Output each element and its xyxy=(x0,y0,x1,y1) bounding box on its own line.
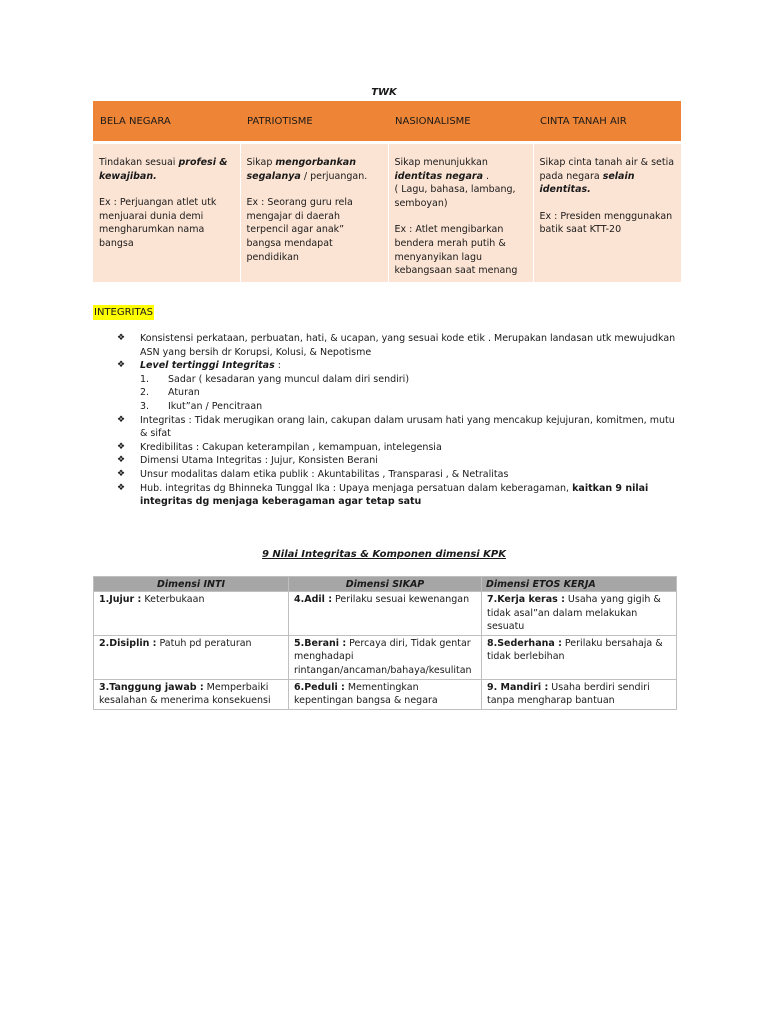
table-cell: 1.Jujur : Keterbukaan xyxy=(94,592,289,636)
table-cell: 5.Berani : Percaya diri, Tidak gentar menghadapi rintangan/ancaman/bahaya/kesulitan xyxy=(289,635,482,679)
twk-example: Ex : Presiden menggunakan batik saat KTT-20 xyxy=(539,210,673,236)
table-cell: 4.Adil : Perilaku sesuai kewenangan xyxy=(289,592,482,636)
header-dimensi-etos-kerja: Dimensi ETOS KERJA xyxy=(482,577,677,592)
nilai-header-row xyxy=(94,577,677,592)
list-item: ❖ Kredibilitas : Cakupan keterampilan , kemampuan, intelegensia xyxy=(117,441,442,453)
header-dimensi-sikap: Dimensi SIKAP xyxy=(289,577,482,592)
table-cell: 7.Kerja keras : Usaha yang gigih & tidak asal”an dalam melakukan sesuatu xyxy=(482,592,677,636)
table-cell: 6.Peduli : Mementingkan kepentingan bangsa & negara xyxy=(289,679,482,709)
table-cell: 9. Mandiri : Usaha berdiri sendiri tanpa mengharap bantuan xyxy=(482,679,677,709)
nilai-title: 9 Nilai Integritas & Komponen dimensi KPK xyxy=(261,549,507,560)
diamond-bullet-icon: ❖ xyxy=(117,360,126,371)
twk-cell-bela-negara: Tindakan sesuai profesi & kewajiban. Ex : Perjuangan atlet utk menjuarai dunia demi mengharumkan nama bangsa xyxy=(93,144,240,282)
table-row xyxy=(94,635,677,679)
table-cell: 8.Sederhana : Perilaku bersahaja & tidak berlebihan xyxy=(482,635,677,679)
diamond-bullet-icon: ❖ xyxy=(117,414,126,425)
table-cell: 3.Tanggung jawab : Memperbaiki kesalahan & menerima konsekuensi xyxy=(94,679,289,709)
twk-example: Ex : Atlet mengibarkan bendera merah putih & menyanyikan lagu kebangsaan saat menang xyxy=(394,224,518,277)
header-dimensi-inti: Dimensi INTI xyxy=(94,577,289,592)
table-cell: 2.Disiplin : Patuh pd peraturan xyxy=(94,635,289,679)
twk-table xyxy=(93,101,681,282)
twk-content-row xyxy=(93,144,681,282)
twk-cell-cinta-tanah-air: Sikap cinta tanah air & setia pada negara selain identitas. Ex : Presiden menggunakan batik saat KTT-20 xyxy=(533,144,681,282)
twk-example: Ex : Perjuangan atlet utk menjuarai dunia demi mengharumkan nama bangsa xyxy=(99,197,217,249)
list-item: ❖ Unsur modalitas dalam etika publik : Akuntabilitas , Transparasi , & Netralitas xyxy=(117,468,509,480)
diamond-bullet-icon: ❖ xyxy=(117,468,126,479)
level-item: 1. Sadar ( kesadaran yang muncul dalam diri sendiri) xyxy=(140,373,410,385)
diamond-bullet-icon: ❖ xyxy=(117,333,126,343)
list-item: ❖ Level tertinggi Integritas : 1. Sadar ( kesadaran yang muncul dalam diri sendiri) 2. Aturan 3. Ikut”an / Pencitraan xyxy=(117,359,682,413)
level-list xyxy=(140,373,682,414)
list-item: ❖ Hub. integritas dg Bhinneka Tunggal Ika : Upaya menjaga persatuan dalam keberagaman, kaitkan 9 nilai integritas dg menjaga keberagaman agar tetap satu xyxy=(117,482,649,508)
diamond-bullet-icon: ❖ xyxy=(117,482,126,493)
twk-header-patriotisme: PATRIOTISME xyxy=(240,101,388,141)
diamond-bullet-icon: ❖ xyxy=(117,441,126,452)
level-item: 3. Ikut”an / Pencitraan xyxy=(140,400,263,412)
twk-cell-patriotisme: Sikap mengorbankan segalanya / perjuangan. Ex : Seorang guru rela mengajar di daerah terpencil agar anak” bangsa mendapat pendidikan xyxy=(240,144,388,282)
table-row xyxy=(94,592,677,636)
integritas-heading: INTEGRITAS xyxy=(94,307,154,318)
twk-header-cinta-tanah-air: CINTA TANAH AIR xyxy=(533,101,681,141)
twk-header-row xyxy=(93,101,681,141)
twk-title: TWK xyxy=(371,87,397,98)
twk-cell-nasionalisme: Sikap menunjukkan identitas negara . ( Lagu, bahasa, lambang, semboyan) Ex : Atlet mengibarkan bendera merah putih & menyanyikan lagu kebangsaan saat menang xyxy=(388,144,533,282)
list-item: ❖ Konsistensi perkataan, perbuatan, hati, & ucapan, yang sesuai kode etik . Merupakan landasan utk mewujudkan ASN yang bersih dr Korupsi, Kolusi, & Nepotisme xyxy=(117,333,676,358)
twk-header-bela-negara: BELA NEGARA xyxy=(93,101,240,141)
list-item: ❖ Dimensi Utama Integritas : Jujur, Konsisten Berani xyxy=(117,455,378,467)
integritas-list xyxy=(117,332,682,509)
twk-example: Ex : Seorang guru rela mengajar di daerah terpencil agar anak” bangsa mendapat pendidikan xyxy=(246,197,353,263)
diamond-bullet-icon: ❖ xyxy=(117,455,126,466)
list-item: ❖ Integritas : Tidak merugikan orang lain, cakupan dalam urusam hati yang mencakup kejujuran, komitmen, mutu & sifat xyxy=(117,414,675,440)
nilai-table xyxy=(93,576,677,710)
twk-header-nasionalisme: NASIONALISME xyxy=(388,101,533,141)
level-item: 2. Aturan xyxy=(140,387,200,399)
table-row xyxy=(94,679,677,709)
